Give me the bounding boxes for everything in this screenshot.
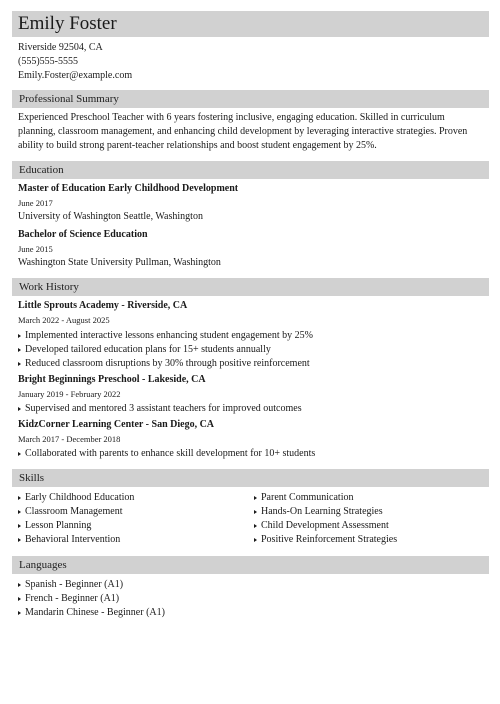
bullet-icon: [18, 583, 21, 587]
section-title: Languages: [19, 559, 67, 571]
section-header-skills: [12, 469, 489, 487]
section-header-work-history: [12, 278, 489, 296]
bullet-icon: [18, 362, 21, 366]
job-title: Bright Beginnings Preschool - Lakeside, CA: [18, 374, 206, 385]
bullet-icon: [18, 407, 21, 411]
contact-phone: (555)555-5555: [18, 56, 78, 67]
education-school: University of Washington Seattle, Washington: [18, 211, 203, 222]
bullet-icon: [18, 510, 21, 514]
bullet-icon: [18, 334, 21, 338]
bullet-icon: [18, 538, 21, 542]
bullet-icon: [18, 452, 21, 456]
job-dates: March 2017 - December 2018: [18, 434, 121, 444]
bullet-icon: [254, 524, 257, 528]
job-dates: January 2019 - February 2022: [18, 389, 121, 399]
section-title: Work History: [19, 281, 79, 293]
job-title: Little Sprouts Academy - Riverside, CA: [18, 300, 188, 311]
section-title: Skills: [19, 472, 45, 484]
bullet-icon: [18, 611, 21, 615]
bullet-icon: [254, 496, 257, 500]
job-title: KidzCorner Learning Center - San Diego, CA: [18, 419, 215, 430]
section-header-education: [12, 161, 489, 179]
education-degree: Master of Education Early Childhood Development: [18, 183, 239, 194]
section-header-summary: [12, 90, 489, 108]
name-header: [12, 11, 489, 37]
summary-text: Experienced Preschool Teacher with 6 years fostering inclusive, engaging education. Skilled in curriculum planning, classroom management, and enhancing child development by leveraging interactive strategies. Proven ability to build strong parent-teacher relationships and boost student engagement by 25%.: [18, 112, 468, 151]
section-title: Education: [19, 164, 64, 176]
candidate-name: Emily Foster: [18, 13, 117, 34]
bullet-icon: [18, 348, 21, 352]
education-date: June 2015: [18, 244, 53, 254]
bullet-icon: [18, 524, 21, 528]
job-dates: March 2022 - August 2025: [18, 315, 110, 325]
bullet-icon: [254, 538, 257, 542]
section-header-languages: [12, 556, 489, 574]
bullet-icon: [254, 510, 257, 514]
education-degree: Bachelor of Science Education: [18, 229, 148, 240]
section-title: Professional Summary: [19, 93, 119, 105]
resume-page: Emily Foster Riverside 92504, CA (555)555-5555 Emily.Foster@example.com Professional Summary Experienced Preschool Teacher with 6 years fostering inclusive, engaging education. Skilled in curriculum planning, classroom management, and enhancing child development by leveraging interactive strategies. Proven ability to build strong parent-teacher relationships and boost student engagement by 25%. Education Master of Education Early Childhood Development June 2017 University of Washington Seattle, Washington Bachelor of Science Education June 2015 Washington State University Pullman, Washington Work History Little Sprouts Academy - Riverside, CA March 2022 - August 2025 Implemented interactive lessons enhancing student engagement by 25% Developed tailored education plans for 15+ students annually Reduced classroom disruptions by 30% through positive reinforcement Bright Beginnings Preschool - Lakeside, CA January 2019 - February 2022 Supervised and mentored 3 assistant teachers for improved outcomes KidzCorner Learning Center - San Diego, CA March 2017 - December 2018 Collaborated with parents to enhance skill development for 10+ students Skills Early Childhood Education Classroom Management Lesson Planning Behavioral Intervention Parent Communication Hands-On Learning Strategies Child Development Assessment Positive Reinforcement Strategies Languages Spanish - Beginner (A1) French - Beginner (A1) Mandarin Chinese - Beginner (A1): [0, 0, 500, 704]
bullet-icon: [18, 597, 21, 601]
contact-address: Riverside 92504, CA: [18, 42, 103, 53]
education-date: June 2017: [18, 198, 53, 208]
education-school: Washington State University Pullman, Washington: [18, 257, 221, 268]
contact-email: Emily.Foster@example.com: [18, 70, 133, 81]
bullet-icon: [18, 496, 21, 500]
